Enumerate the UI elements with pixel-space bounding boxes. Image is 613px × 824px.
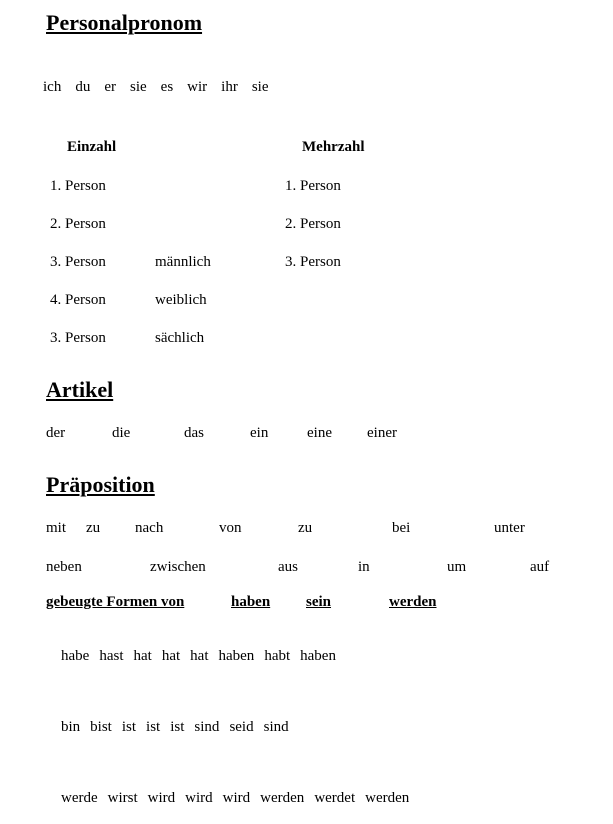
conjugation-item: hat [161, 648, 181, 664]
conjugation-item: habt [264, 648, 291, 664]
conjugation-item: bist [90, 719, 112, 735]
conjugation-item: haben [300, 648, 336, 664]
artikel-item: eine [307, 425, 332, 441]
preposition-item: in [358, 559, 370, 575]
cell-person-singular: 2. Person [50, 216, 106, 232]
column-header-plural: Mehrzahl [302, 139, 365, 155]
preposition-item: unter [494, 520, 525, 536]
conjugation-item: sind [263, 719, 289, 735]
artikel-item: die [112, 425, 131, 441]
cell-person-plural: 1. Person [285, 178, 341, 194]
table-header-row [50, 139, 613, 156]
cell-gender: sächlich [155, 330, 205, 346]
preposition-item: zwischen [150, 559, 206, 575]
conjugation-row-werden [0, 773, 613, 824]
conjugation-item: hat [133, 648, 152, 664]
conjugation-item: wird [185, 790, 213, 806]
preposition-item: von [219, 520, 242, 536]
preposition-item: um [447, 559, 467, 575]
pronoun-item: du [75, 79, 91, 95]
conjugation-item: habe [61, 648, 90, 664]
conjugation-row-haben [0, 631, 613, 682]
cell-person-plural: 2. Person [285, 216, 341, 232]
table-row [50, 216, 613, 233]
artikel-list [0, 425, 613, 442]
preposition-item: neben [46, 559, 82, 575]
artikel-item: das [184, 425, 204, 441]
beugte-label: gebeugte Formen von [46, 594, 185, 610]
cell-person-singular: 3. Person [50, 330, 106, 346]
preposition-item: nach [135, 520, 164, 536]
conjugation-item: ist [121, 719, 137, 735]
conjugation-item: ist [146, 719, 161, 735]
conjugation-item: haben [218, 648, 255, 664]
pronoun-item: sie [129, 79, 147, 95]
pronoun-item: es [160, 79, 174, 95]
pronoun-item: er [104, 79, 116, 95]
conjugation-item: seid [229, 719, 254, 735]
preposition-item: zu [86, 520, 101, 536]
preposition-item: auf [530, 559, 550, 575]
preposition-item: aus [278, 559, 298, 575]
conjugation-item: wird [222, 790, 251, 806]
beugte-verb-haben: haben [231, 594, 271, 610]
cell-gender: männlich [155, 254, 211, 270]
section-heading-personalpronom-wrap [0, 0, 613, 36]
conjugation-item: wirst [107, 790, 138, 806]
artikel-item: ein [250, 425, 269, 441]
conjugation-item: ist [170, 719, 185, 735]
conjugation-item: werdet [314, 790, 356, 806]
beugte-verb-werden: werden [389, 594, 437, 610]
person-table [0, 139, 613, 347]
conjugation-item: hast [99, 648, 124, 664]
beugte-verb-sein: sein [306, 594, 332, 610]
pronoun-list [0, 62, 613, 113]
pronoun-item: wir [187, 79, 208, 95]
conjugation-item: bin [61, 719, 81, 735]
table-row [50, 254, 613, 271]
section-heading-personalpronom: Personalpronom [46, 10, 203, 35]
pronoun-item: ihr [221, 79, 238, 95]
conjugation-item: werde [61, 790, 98, 806]
cell-person-singular: 1. Person [50, 178, 106, 194]
conjugation-item: werden [365, 790, 410, 806]
table-row [50, 178, 613, 195]
conjugation-item: werden [260, 790, 305, 806]
artikel-item: der [46, 425, 66, 441]
cell-person-singular: 4. Person [50, 292, 106, 308]
section-heading-praeposition: Präposition [46, 472, 155, 497]
preposition-row-1 [0, 520, 613, 537]
preposition-row-2 [0, 559, 613, 576]
table-row [50, 292, 613, 309]
section-heading-praeposition-wrap [0, 472, 613, 498]
cell-person-singular: 3. Person [50, 254, 106, 270]
pronoun-item: sie [251, 79, 269, 95]
conjugation-item: wird [147, 790, 176, 806]
conjugation-row-sein [0, 702, 613, 753]
conjugation-item: hat [190, 648, 209, 664]
beugte-formen-row [0, 594, 613, 611]
table-row [50, 330, 613, 347]
cell-gender: weiblich [155, 292, 207, 308]
column-header-singular: Einzahl [67, 139, 117, 155]
conjugation-item: sind [194, 719, 220, 735]
section-heading-artikel: Artikel [46, 377, 114, 402]
cell-person-plural: 3. Person [285, 254, 341, 270]
preposition-item: bei [392, 520, 411, 536]
preposition-item: mit [46, 520, 67, 536]
preposition-item: zu [298, 520, 313, 536]
section-heading-artikel-wrap [0, 377, 613, 403]
pronoun-item: ich [43, 79, 62, 95]
artikel-item: einer [367, 425, 397, 441]
